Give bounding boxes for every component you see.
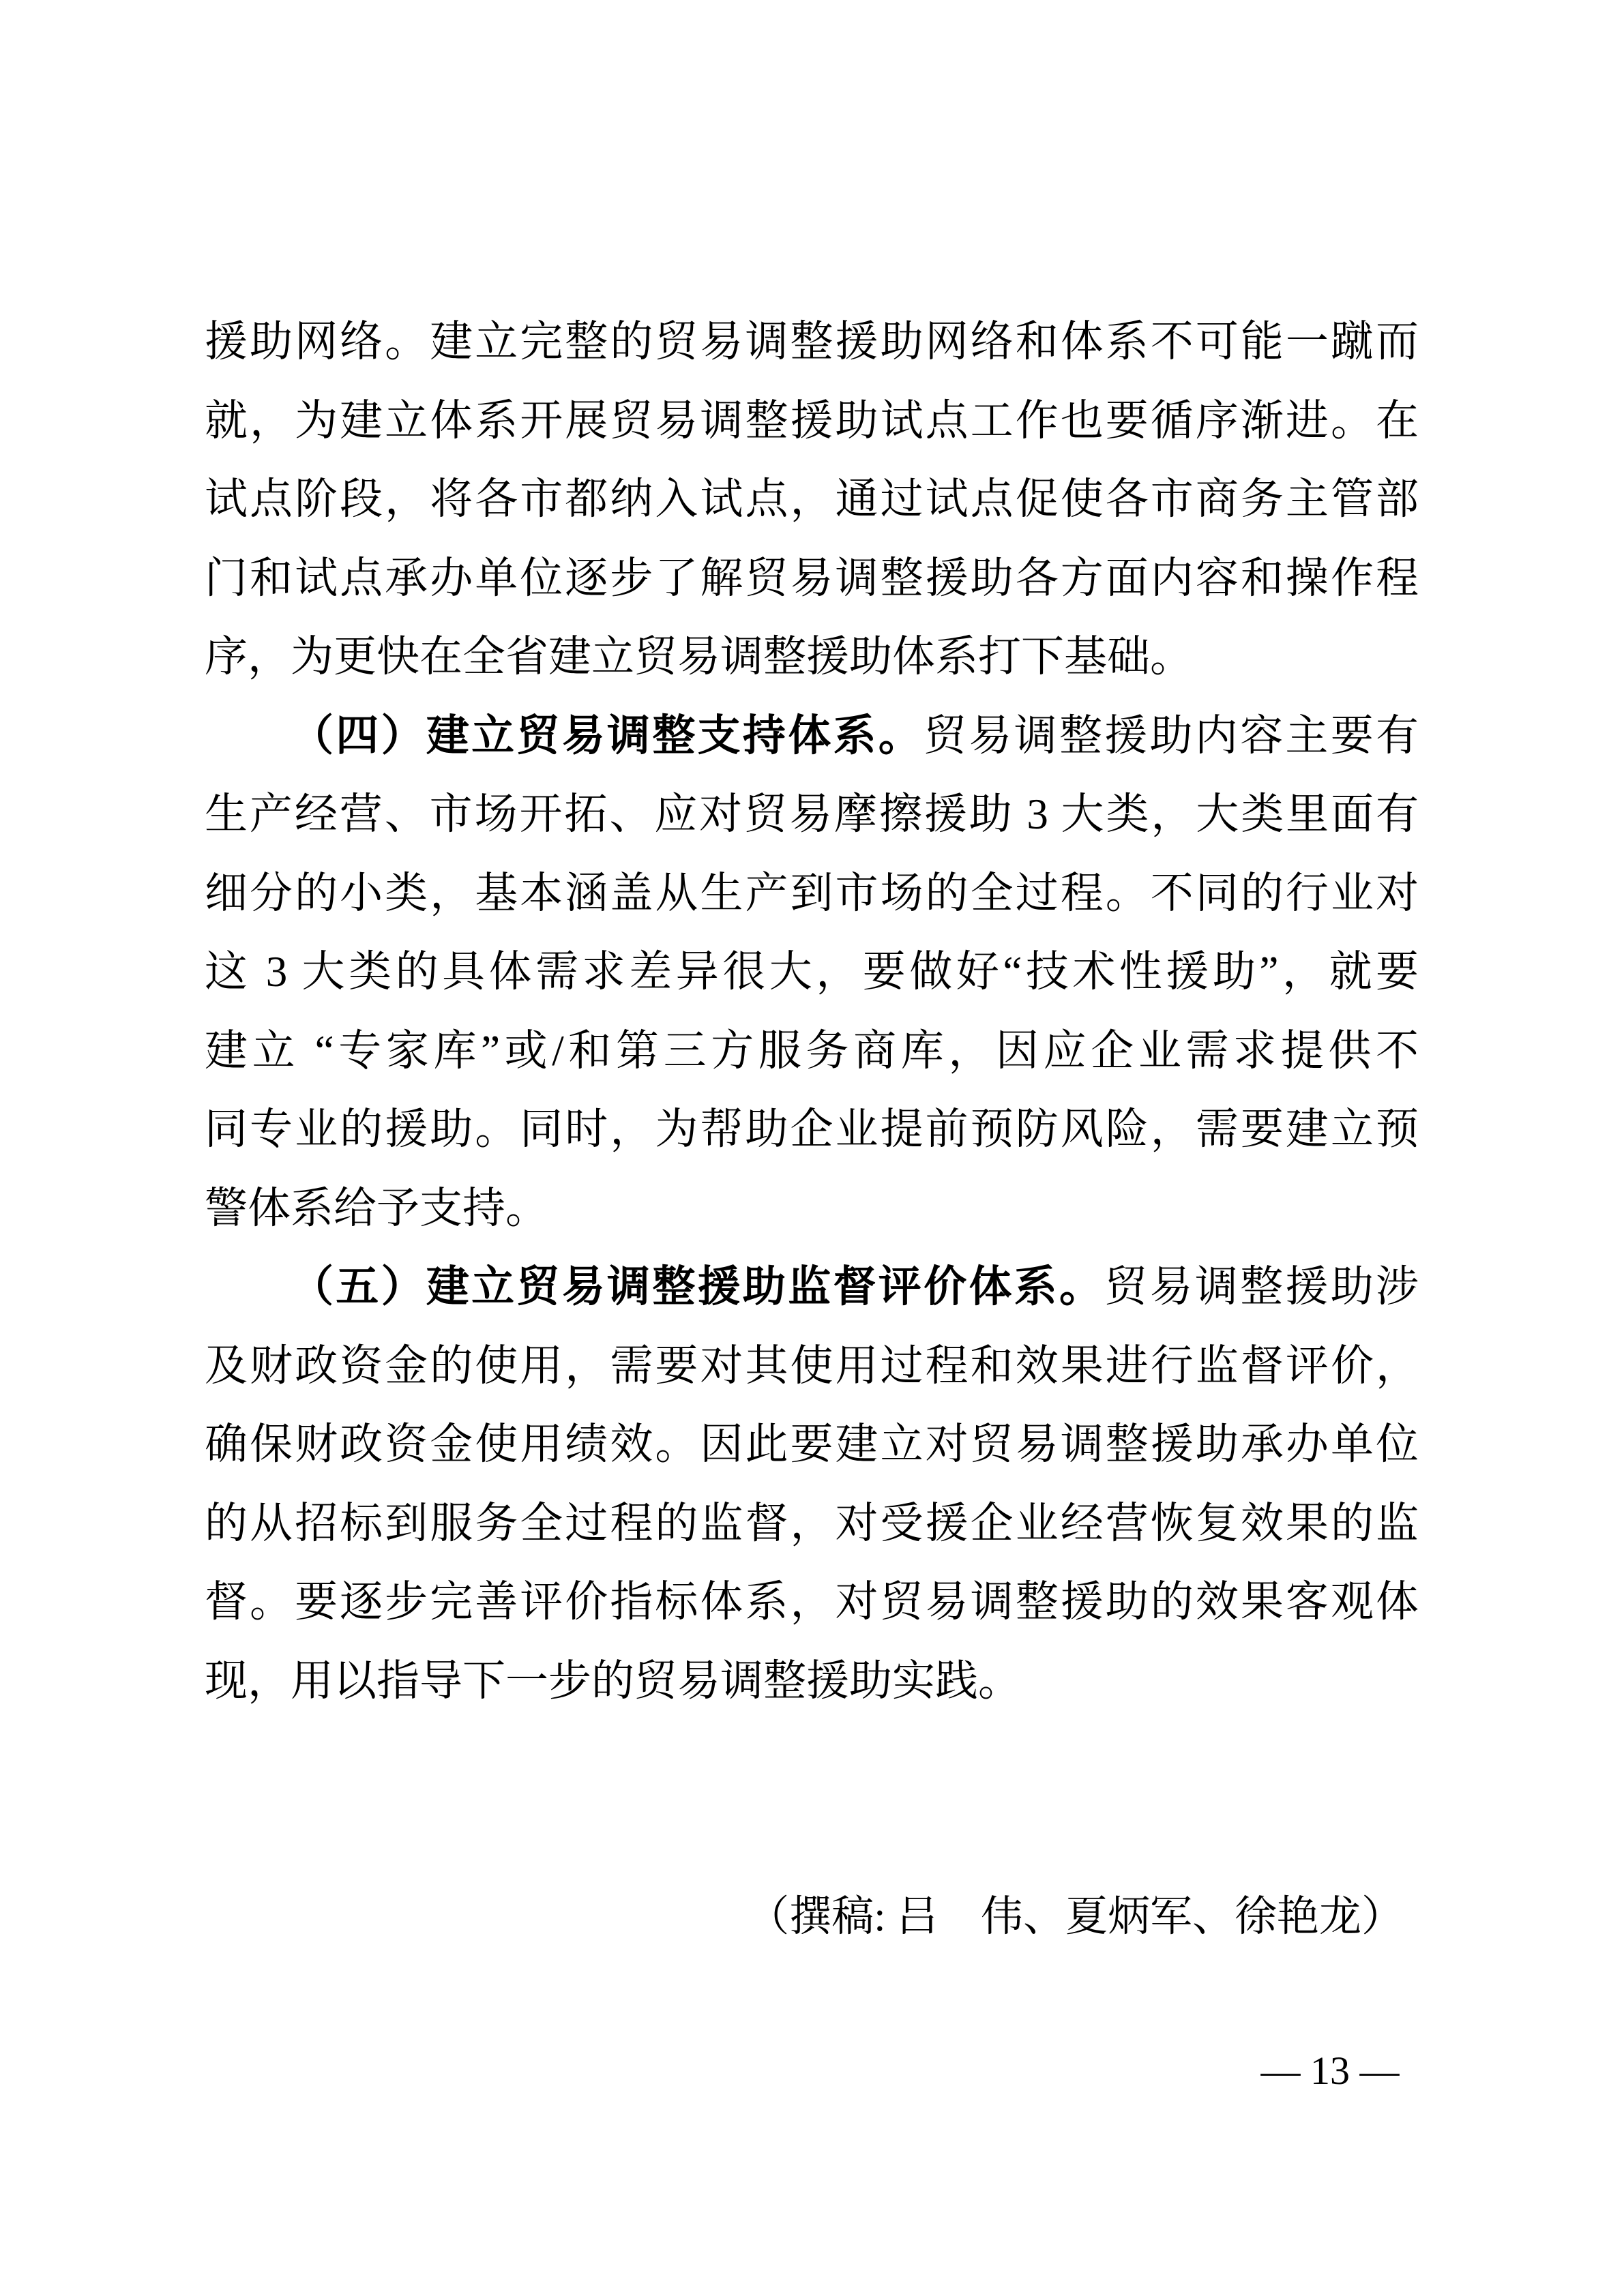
text-line	[205, 697, 1419, 776]
section-heading-4: （四）建立贸易调整支持体系。	[291, 711, 924, 760]
section-body-start: 贸易调整援助内容主要有	[924, 711, 1419, 760]
text-line: 门和试点承办单位逐步了解贸易调整援助各方面内容和操作程	[205, 554, 1419, 602]
section-body-start: 贸易调整援助涉	[1104, 1263, 1419, 1311]
text-line: 及财政资金的使用，需要对其使用过程和效果进行监督评价，	[205, 1341, 1419, 1390]
author-credit-text: （撰稿: 吕 伟、夏炳军、徐艳龙）	[747, 1894, 1404, 1940]
text-line: 警体系给予支持。	[205, 1184, 548, 1232]
text-line: 这 3 大类的具体需求差异很大，要做好“技术性援助”，就要	[205, 948, 1419, 996]
text-line	[205, 1248, 1419, 1327]
text-line: 督。要逐步完善评价指标体系，对贸易调整援助的效果客观体	[205, 1578, 1419, 1626]
text-line: 现，用以指导下一步的贸易调整援助实践。	[205, 1656, 1021, 1705]
author-credit-line	[205, 1878, 1419, 1957]
text-line: 就，为建立体系开展贸易调整援助试点工作也要循序渐进。在	[205, 396, 1419, 445]
text-line: 同专业的援助。同时，为帮助企业提前预防风险，需要建立预	[205, 1105, 1419, 1153]
text-line: 建立 “专家库”或/和第三方服务商库，因应企业需求提供不	[205, 1026, 1419, 1075]
page-number: — 13 —	[1260, 2048, 1400, 2093]
body-text	[205, 303, 1419, 1720]
text-line: 细分的小类，基本涵盖从生产到市场的全过程。不同的行业对	[205, 869, 1419, 917]
text-line: 援助网络。建立完整的贸易调整援助网络和体系不可能一蹴而	[205, 318, 1419, 366]
section-heading-5: （五）建立贸易调整援助监督评价体系。	[291, 1263, 1105, 1311]
text-line: 序，为更快在全省建立贸易调整援助体系打下基础。	[205, 633, 1193, 681]
text-line: 确保财政资金使用绩效。因此要建立对贸易调整援助承办单位	[205, 1420, 1419, 1468]
text-line: 试点阶段，将各市都纳入试点，通过试点促使各市商务主管部	[205, 475, 1419, 523]
text-line: 的从招标到服务全过程的监督，对受援企业经营恢复效果的监	[205, 1499, 1419, 1547]
text-line: 生产经营、市场开拓、应对贸易摩擦援助 3 大类，大类里面有	[205, 790, 1419, 838]
